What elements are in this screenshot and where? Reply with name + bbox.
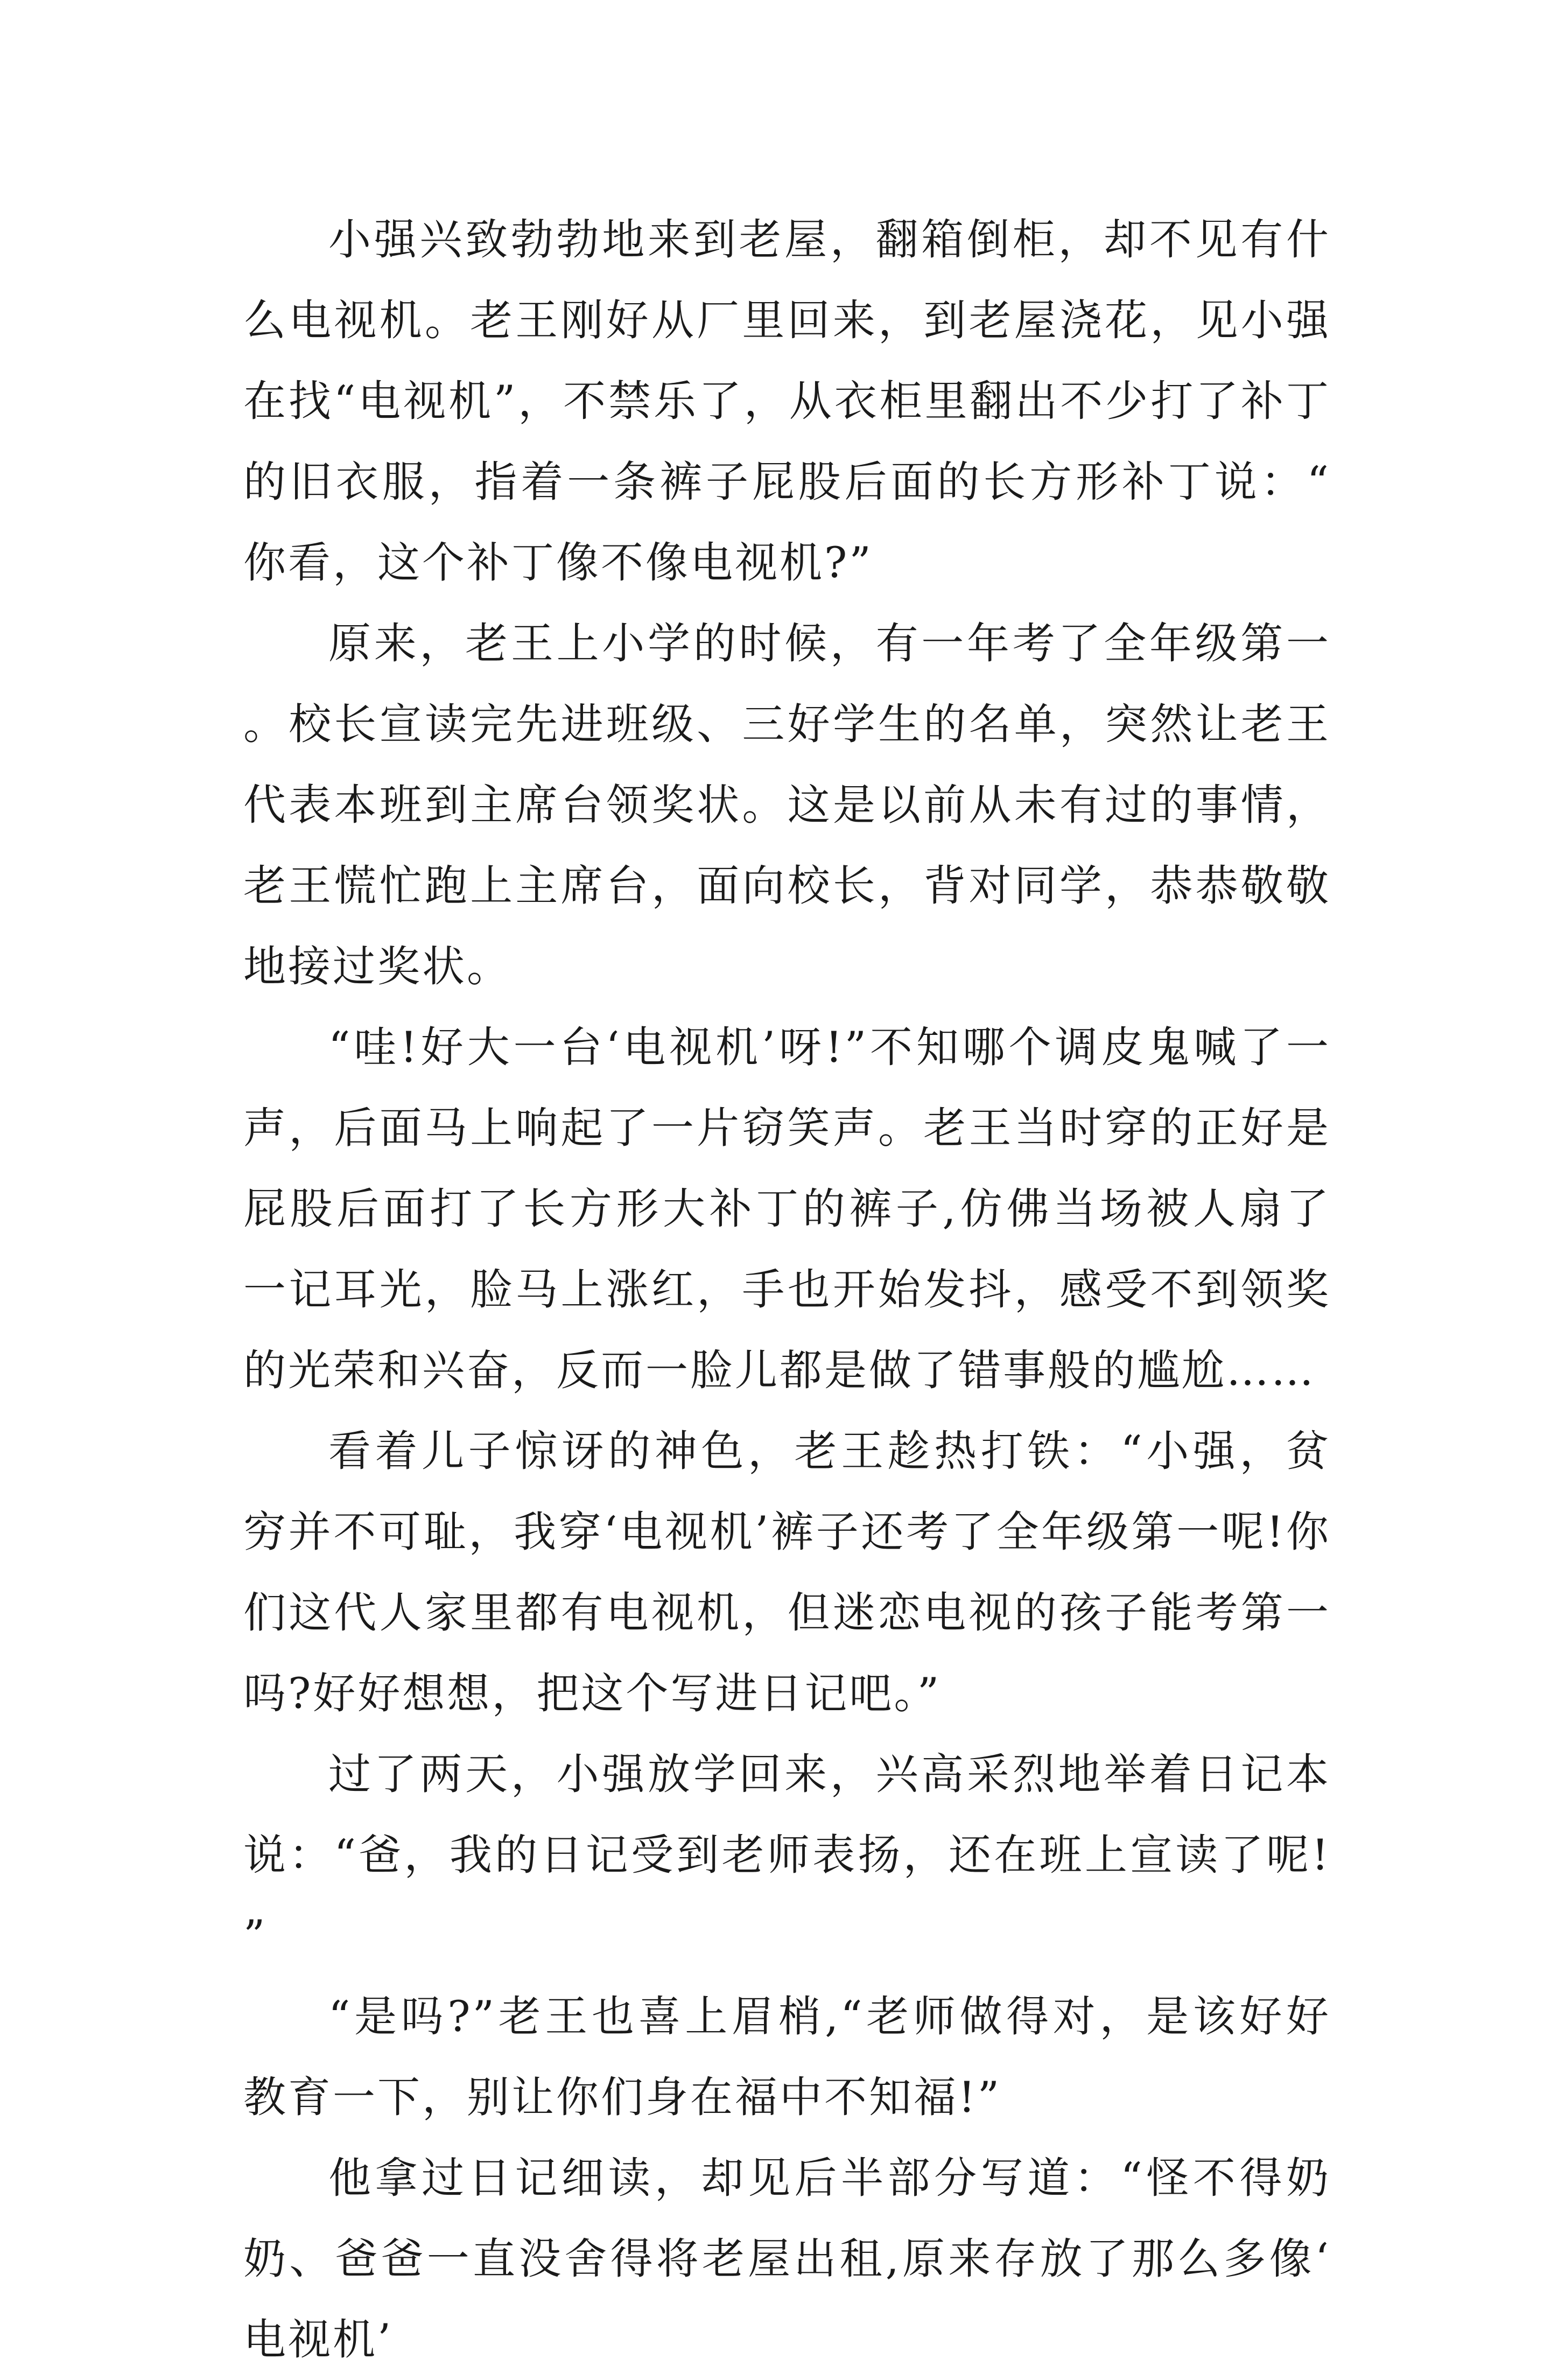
paragraph-2: 原来，老王上小学的时候，有一年考了全年级第一。校长宣读完先进班级、三好学生的名单，突然让老王代表本班到主席台领奖状。这是以前从未有过的事情，老王慌忙跑上主席台，面向校长，背对同学，恭恭敬敬地接过奖状。 <box>243 619 1331 991</box>
paragraph-1: 小强兴致勃勃地来到老屋，翻箱倒柜，却不见有什么电视机。老王刚好从厂里回来，到老屋浇花，见小强在找“电视机”，不禁乐了，从衣柜里翻出不少打了补丁的旧衣服，指着一条裤子屁股后面的长方形补丁说：“你看，这个补丁像不像电视机?” <box>243 215 1331 587</box>
paragraph-5: 过了两天，小强放学回来，兴高采烈地举着日记本说：“爸，我的日记受到老师表扬，还在班上宣读了呢!” <box>243 1749 1331 1961</box>
paragraph-6: “是吗?”老王也喜上眉梢,“老师做得对，是该好好教育一下，别让你们身在福中不知福!” <box>243 1992 1331 2122</box>
paragraph-4: 看着儿子惊讶的神色，老王趁热打铁：“小强，贫穷并不可耻，我穿‘电视机’裤子还考了全年级第一呢!你们这代人家里都有电视机，但迷恋电视的孩子能考第一吗?好好想想，把这个写进日记吧。” <box>243 1426 1331 1718</box>
document-body <box>243 199 1331 2380</box>
paragraph-3: “哇!好大一台‘电视机’呀!”不知哪个调皮鬼喊了一声，后面马上响起了一片窃笑声。老王当时穿的正好是屁股后面打了长方形大补丁的裤子,仿佛当场被人扇了一记耳光，脸马上涨红，手也开始发抖，感受不到领奖的光荣和兴奋，反而一脸儿都是做了错事般的尴尬…… <box>243 1023 1331 1395</box>
paragraph-7: 他拿过日记细读，却见后半部分写道：“怪不得奶奶、爸爸一直没舍得将老屋出租,原来存放了那么多像‘电视机’ <box>243 2153 1331 2364</box>
